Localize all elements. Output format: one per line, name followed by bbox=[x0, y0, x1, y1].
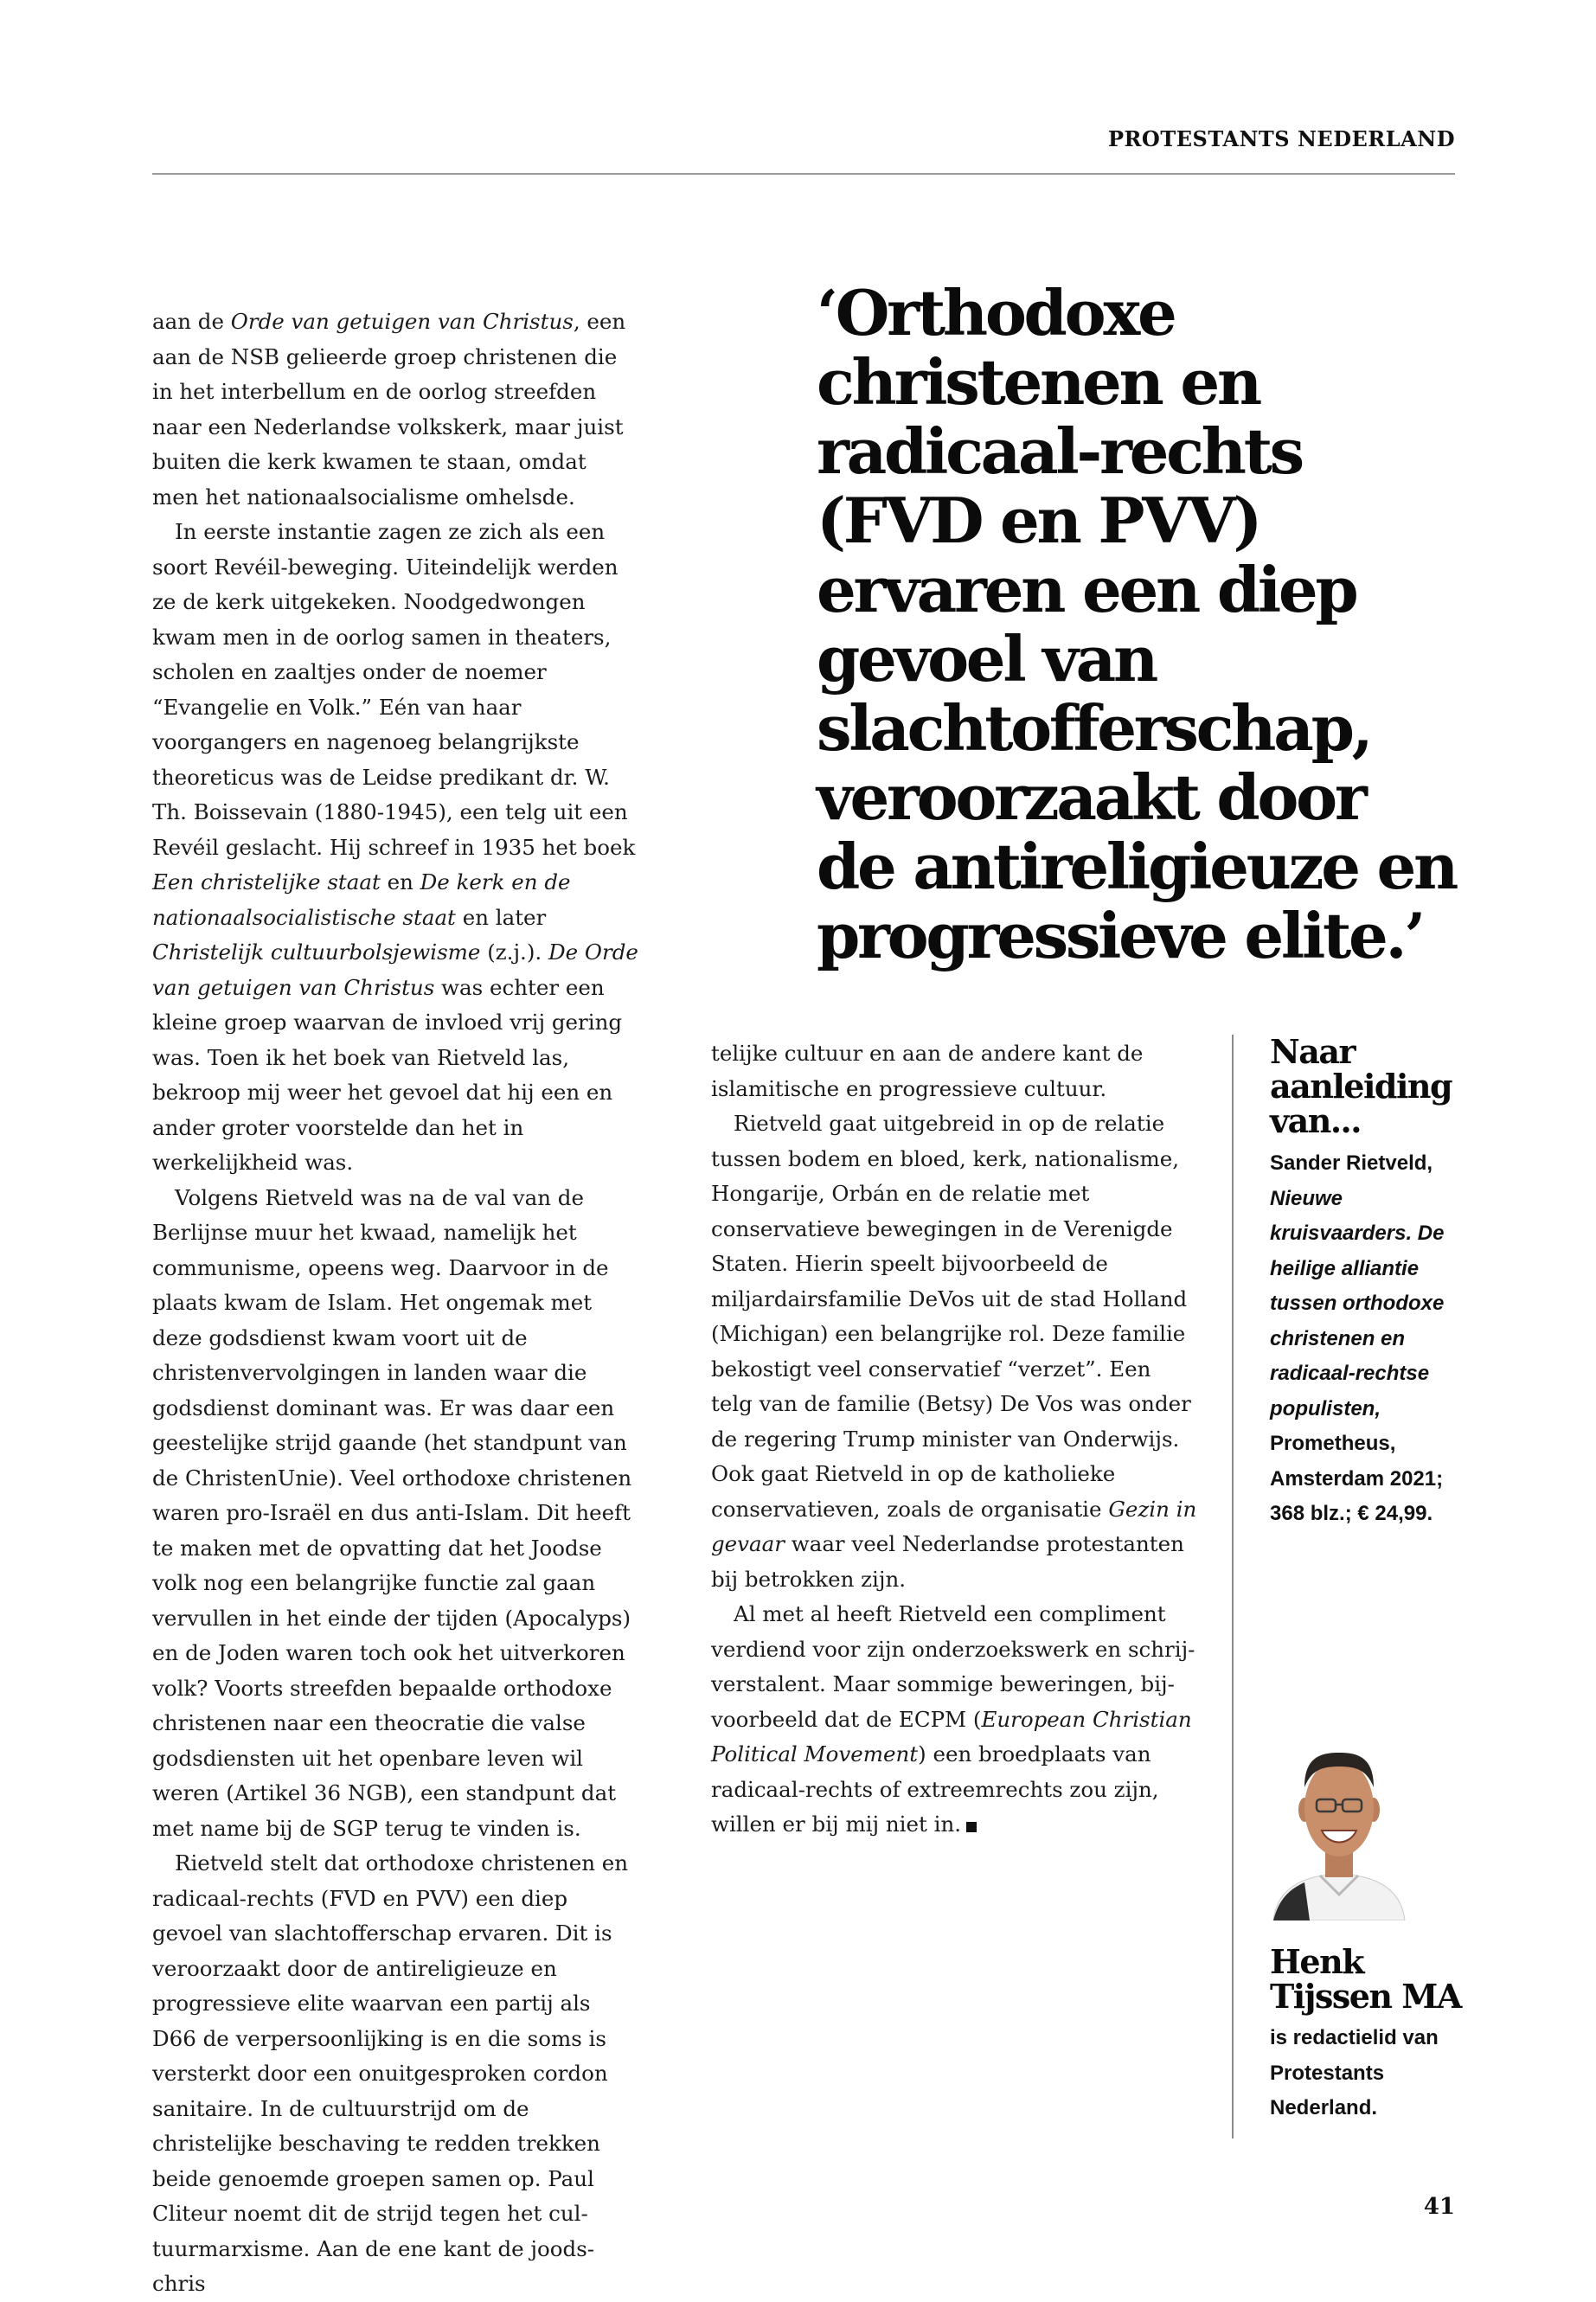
italic-text-run: Een christelijke staat bbox=[152, 869, 381, 895]
italic-text-run: Gezin in gevaar bbox=[711, 1496, 1197, 1556]
author-portrait bbox=[1270, 1730, 1408, 1920]
text-run: en later bbox=[455, 904, 547, 930]
book-title: Nieuwe kruisvaarders. De heilige alliantie tussen orthodoxe christenen en radicaal-rechtse populisten, bbox=[1270, 1186, 1445, 1420]
italic-text-run: Orde van getuigen van Christus bbox=[230, 309, 574, 334]
text-run: Al met al heeft Rietveld een compliment verdiend voor zijn onderzoekswerk en schrijverstalent. Maar sommige beweringen, bijvoorbeeld dat de ECPM ( bbox=[711, 1601, 1195, 1732]
book-publication-info: Prometheus, Amsterdam 2021; 368 blz.; € 24,99. bbox=[1270, 1432, 1444, 1525]
paragraph: Rietveld stelt dat orthodoxe christenen en radicaal-rechts (FVD en PVV) een diep gevoel van slachtofferschap ervaren. Dit is veroorzaakt door de antireligieuze en progressieve elite waarvan een partij als D66 de verpersoonlijking is en die soms is versterkt door een onuitgesproken cordon sanitaire. In de cultuurstrijd om de christelijke beschaving te redden trekken beide genoemde groepen samen op. Paul Cliteur noemt dit de strijd tegen het cultuurmarxisme. Aan de ene kant de joods-chris bbox=[152, 1850, 629, 2296]
article-column-left bbox=[152, 305, 638, 2302]
paragraph bbox=[152, 515, 638, 1181]
running-head: PROTESTANTS NEDERLAND bbox=[1107, 126, 1455, 151]
page-number: 41 bbox=[1423, 2194, 1455, 2220]
italic-text-run: Christelijk cultuurbolsjewisme bbox=[152, 939, 481, 965]
end-of-article-mark bbox=[966, 1822, 977, 1832]
text-run: (z.j.). bbox=[480, 939, 548, 965]
text-run: aan de bbox=[152, 309, 231, 334]
pull-quote: ‘Orthodoxe christenen en radicaal-rechts (FVD en PVV) ervaren een diep gevoel van slachtofferschap, veroorzaakt door de antireligieuze en progressieve elite.’ bbox=[817, 276, 1457, 972]
sidebar-divider bbox=[1232, 1035, 1234, 2138]
text-run: ) een broedplaats van radicaal-rechts of extreemrechts zou zijn, willen er bij mij niet in. bbox=[711, 1741, 1159, 1837]
text-run: en bbox=[380, 869, 420, 895]
paragraph: Volgens Rietveld was na de val van de Berlijnse muur het kwaad, namelijk het communisme, opeens weg. Daarvoor in de plaats kwam de Islam. Het ongemak met deze godsdienst kwam voort uit de christenvervolgingen in landen waar die godsdienst dominant was. Er was daar een geestelijke strijd gaande (het standpunt van de ChristenUnie). Veel orthodoxe christenen waren pro-Israël en dus anti-Islam. Dit heeft te maken met de opvatting dat het Joodse volk nog een belangrijke functie zal gaan vervullen in het einde der tijden (Apocalyps) en de Joden waren toch ook het uitverkoren volk? Voorts streefden bepaalde orthodoxe christenen naar een theocratie die valse godsdiensten uit het openbare leven wil weren (Artikel 36 NGB), een standpunt dat met name bij de SGP terug te vinden is. bbox=[152, 1184, 632, 1841]
italic-text-run: De Orde van getuigen van Christus bbox=[152, 939, 638, 1000]
header-divider bbox=[152, 173, 1455, 175]
paragraph bbox=[711, 1106, 1197, 1597]
text-run: Rietveld gaat uitgebreid in op de relatie tussen bodem en bloed, kerk, nationalisme, Hongarije, Orbán en de relatie met conservatieve bewegingen in de Verenigde Staten. Hierin speelt bijvoorbeeld de miljardairsfamilie DeVos uit de stad Holland (Michigan) een belangrijke rol. Deze familie bekostigt veel conservatief “verzet”. Een telg van de familie (Betsy) De Vos was onder de regering Trump minister van Onderwijs. Ook gaat Rietveld in op de katholieke conservatieven, zoals de organisatie bbox=[711, 1111, 1191, 1522]
text-run: In eerste instantie zagen ze zich als een soort Revéil-beweging. Uiteindelijk werden ze de kerk uitgekeken. Noodgedwongen kwam men in de oorlog samen in theaters, scholen en zaaltjes onder de noemer “Evangelie en Volk.” Eén van haar voorgangers en nagenoeg belangrijkste theoreticus was de Leidse predikant dr. W. Th. Boissevain (1880-1945), een telg uit een Revéil geslacht. Hij schreef in 1935 het boek bbox=[152, 519, 636, 860]
text-run: , een aan de NSB gelieerde groep christenen die in het interbellum en de oorlog streefden naar een Nederlandse volkskerk, maar juist buiten die kerk kwamen te staan, omdat men het nationaalsocialisme omhelsde. bbox=[152, 309, 626, 510]
sidebar-title: Naar aanleiding van... bbox=[1270, 1032, 1452, 1140]
paragraph: telijke cultuur en aan de andere kant de islamitische en progressieve cultuur. bbox=[711, 1041, 1144, 1101]
paragraph bbox=[152, 305, 638, 515]
author-bio: is redactielid van Protestants Nederland. bbox=[1270, 2026, 1439, 2119]
book-author: Sander Rietveld, bbox=[1270, 1151, 1433, 1175]
italic-text-run: European Christian Political Movement bbox=[711, 1706, 1192, 1767]
italic-text-run: De kerk en de nationaalsocialistische staat bbox=[152, 869, 571, 930]
paragraph bbox=[711, 1597, 1197, 1843]
text-run: waar veel Nederlandse protestanten bij betrokken zijn. bbox=[711, 1531, 1184, 1592]
text-run: was echter een kleine groep waarvan de invloed vrij gering was. Toen ik het boek van Rietveld las, bekroop mij weer het gevoel dat hij een en ander groter voorstelde dan het in werkelijkheid was. bbox=[152, 974, 623, 1175]
author-name: Henk Tijssen MA bbox=[1270, 1942, 1461, 2016]
book-details bbox=[1270, 1146, 1469, 1532]
article-column-middle bbox=[711, 1036, 1197, 1843]
